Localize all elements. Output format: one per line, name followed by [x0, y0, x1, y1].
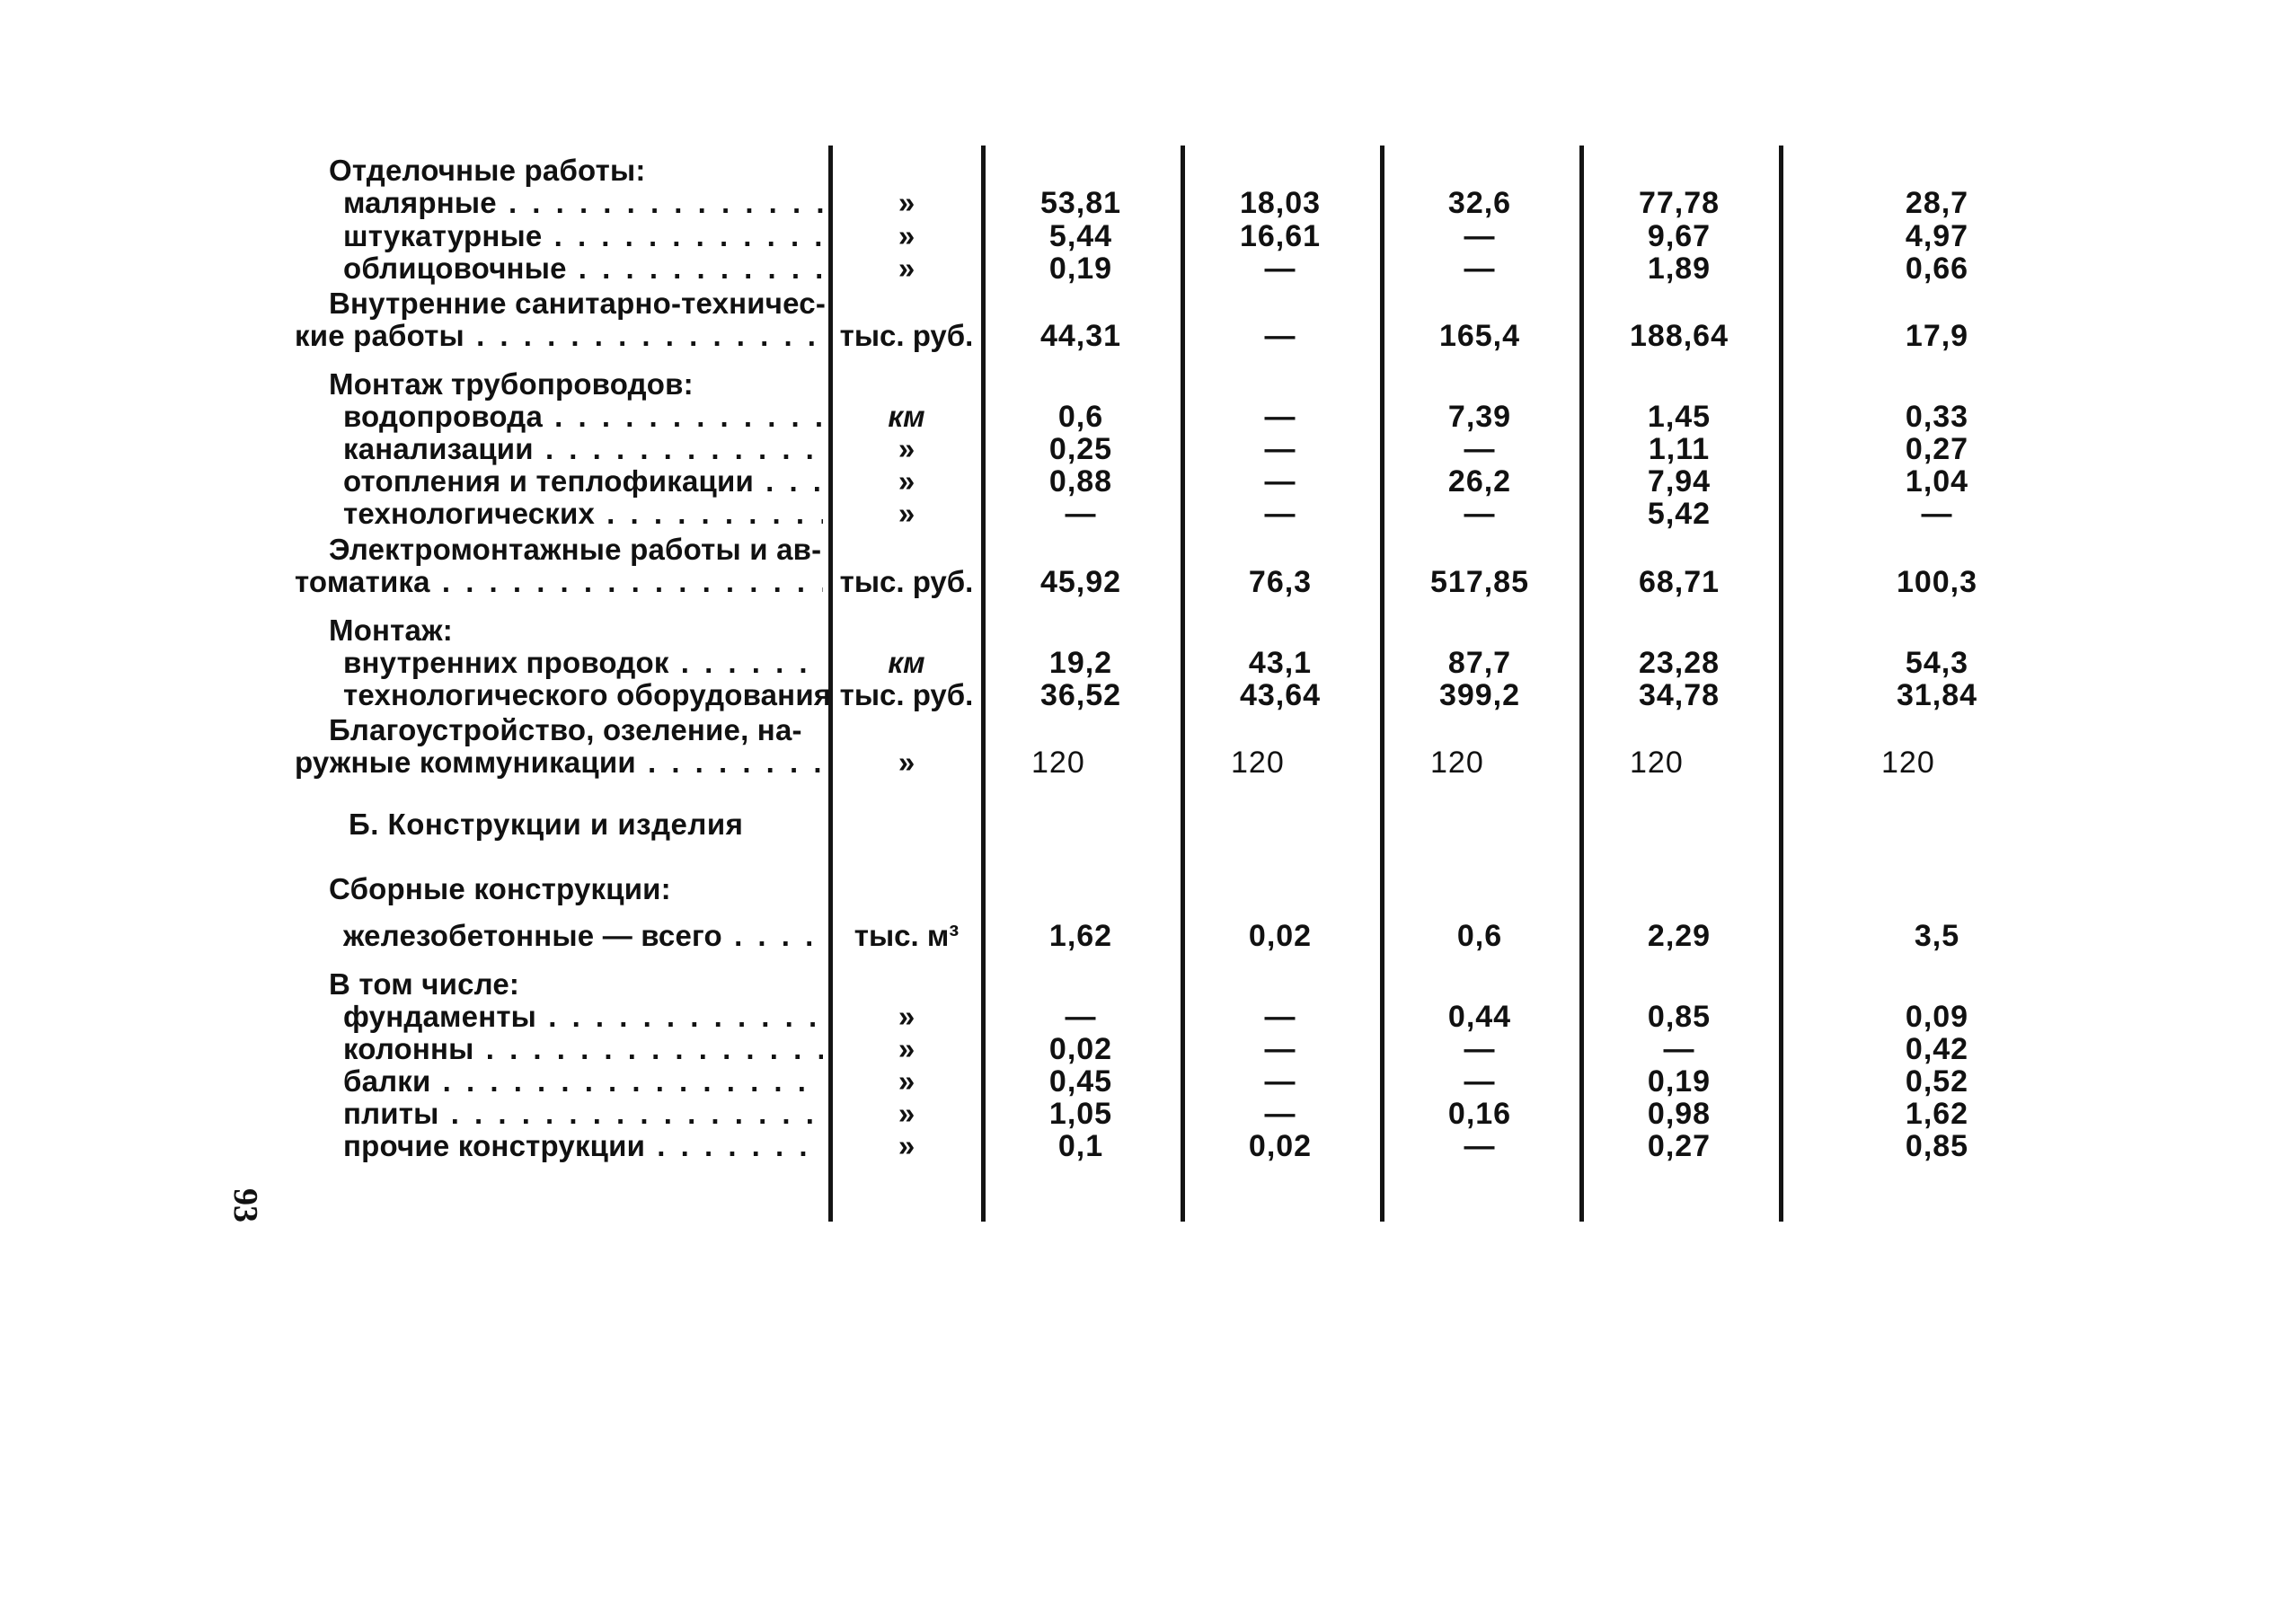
- value-cell: 68,71: [1638, 565, 1720, 599]
- value-cell: 0,19: [1647, 1064, 1712, 1099]
- value-cell: 0,98: [1647, 1097, 1712, 1131]
- table-row: [0, 154, 2291, 187]
- value-cell: 1,11: [1648, 432, 1711, 466]
- table-row: [0, 808, 2291, 841]
- value-cell: —: [1264, 400, 1296, 434]
- table-row: [0, 566, 2291, 598]
- unit-cell: »: [898, 1032, 916, 1065]
- value-cell: 3,5: [1914, 919, 1960, 953]
- value-cell: —: [1264, 1032, 1296, 1066]
- value-cell: 0,66: [1905, 252, 1969, 286]
- row-label: штукатурные . . .: [343, 220, 823, 252]
- value-cell: 120: [1881, 746, 1935, 780]
- table-row: [0, 614, 2291, 647]
- value-cell: 0,42: [1905, 1032, 1969, 1066]
- value-cell: 34,78: [1638, 678, 1720, 712]
- table-row: [0, 368, 2291, 401]
- value-cell: 1,05: [1048, 1097, 1113, 1131]
- row-label: кие работы . . .: [295, 320, 823, 352]
- value-cell: —: [1264, 497, 1296, 531]
- value-cell: 77,78: [1638, 186, 1720, 220]
- value-cell: —: [1464, 1064, 1496, 1099]
- table-row: [0, 746, 2291, 779]
- value-cell: —: [1464, 1032, 1496, 1066]
- table-row: [0, 920, 2291, 952]
- value-cell: 26,2: [1447, 464, 1512, 499]
- value-cell: 7,94: [1647, 464, 1712, 499]
- table-row: [0, 647, 2291, 679]
- table-row: [0, 1098, 2291, 1130]
- value-cell: 1,62: [1905, 1097, 1969, 1131]
- unit-cell: »: [898, 464, 916, 498]
- row-label: Сборные конструкции:: [329, 872, 671, 905]
- value-cell: 0,1: [1057, 1129, 1104, 1163]
- unit-cell: »: [898, 432, 916, 465]
- value-cell: —: [1264, 432, 1296, 466]
- row-label: внутренних проводок . . .: [343, 647, 823, 679]
- value-cell: 0,25: [1048, 432, 1113, 466]
- table-row: [0, 1001, 2291, 1033]
- value-cell: —: [1264, 464, 1296, 499]
- value-cell: 0,02: [1248, 919, 1313, 953]
- row-label: канализации . . .: [343, 433, 823, 465]
- value-cell: 399,2: [1438, 678, 1521, 712]
- value-cell: 0,85: [1905, 1129, 1969, 1163]
- row-label: Внутренние санитарно-техничес-: [329, 287, 827, 320]
- unit-cell: тыс. руб.: [839, 565, 974, 598]
- value-cell: 0,27: [1647, 1129, 1712, 1163]
- value-cell: 45,92: [1039, 565, 1122, 599]
- row-label: Отделочные работы:: [329, 154, 646, 187]
- value-cell: —: [1264, 1000, 1296, 1034]
- value-cell: 16,61: [1239, 219, 1322, 253]
- row-label: колонны . . .: [343, 1033, 823, 1065]
- value-cell: 2,29: [1647, 919, 1712, 953]
- unit-cell: »: [898, 186, 916, 219]
- unit-cell: »: [898, 252, 916, 285]
- value-cell: —: [1921, 497, 1953, 531]
- value-cell: 120: [1630, 746, 1684, 780]
- row-label: облицовочные . . .: [343, 252, 823, 285]
- value-cell: 28,7: [1905, 186, 1969, 220]
- row-label: Монтаж:: [329, 613, 453, 647]
- value-cell: 0,45: [1048, 1064, 1113, 1099]
- value-cell: —: [1663, 1032, 1695, 1066]
- value-cell: 5,42: [1647, 497, 1712, 531]
- table-row: [0, 1033, 2291, 1065]
- unit-cell: »: [898, 1129, 916, 1162]
- value-cell: 18,03: [1239, 186, 1322, 220]
- value-cell: —: [1264, 1097, 1296, 1131]
- table-row: [0, 320, 2291, 352]
- unit-cell: тыс. м³: [854, 919, 960, 952]
- unit-cell: »: [898, 219, 916, 252]
- value-cell: 0,88: [1048, 464, 1113, 499]
- value-cell: 53,81: [1039, 186, 1122, 220]
- value-cell: 43,64: [1239, 678, 1322, 712]
- value-cell: 120: [1031, 746, 1085, 780]
- value-cell: —: [1065, 1000, 1097, 1034]
- table-row: [0, 252, 2291, 285]
- unit-cell: »: [898, 746, 916, 779]
- row-label: томатика . . .: [295, 566, 823, 598]
- value-cell: 9,67: [1647, 219, 1712, 253]
- value-cell: 32,6: [1447, 186, 1512, 220]
- value-cell: 1,45: [1647, 400, 1712, 434]
- row-label: балки . . .: [343, 1065, 823, 1098]
- value-cell: —: [1464, 252, 1496, 286]
- value-cell: 0,02: [1248, 1129, 1313, 1163]
- table-row: [0, 433, 2291, 465]
- table-row: [0, 1130, 2291, 1162]
- table-row: [0, 873, 2291, 905]
- table-row: [0, 220, 2291, 252]
- table-row: [0, 714, 2291, 746]
- value-cell: 5,44: [1048, 219, 1113, 253]
- value-cell: 0,85: [1647, 1000, 1712, 1034]
- value-cell: 31,84: [1896, 678, 1978, 712]
- unit-cell: »: [898, 1064, 916, 1098]
- value-cell: 120: [1231, 746, 1285, 780]
- value-cell: 1,62: [1048, 919, 1113, 953]
- value-cell: 100,3: [1896, 565, 1978, 599]
- page-number: 93: [226, 1188, 264, 1222]
- row-label: водопровода . . .: [343, 401, 823, 433]
- row-label: железобетонные — всего . . .: [343, 920, 823, 952]
- value-cell: 23,28: [1638, 646, 1720, 680]
- row-label: плиты . . .: [343, 1098, 823, 1130]
- value-cell: 87,7: [1447, 646, 1512, 680]
- unit-cell: »: [898, 497, 916, 530]
- value-cell: 36,52: [1039, 678, 1122, 712]
- value-cell: 0,6: [1456, 919, 1503, 953]
- table-row: [0, 679, 2291, 711]
- row-label: Монтаж трубопроводов:: [329, 367, 694, 401]
- unit-cell: тыс. руб.: [839, 678, 974, 711]
- value-cell: 0,27: [1905, 432, 1969, 466]
- value-cell: 0,16: [1447, 1097, 1512, 1131]
- row-label: малярные . . .: [343, 187, 823, 219]
- row-label: прочие конструкции . . .: [343, 1130, 823, 1162]
- row-label: технологического оборудования: [343, 678, 832, 711]
- value-cell: 76,3: [1248, 565, 1313, 599]
- table-row: [0, 287, 2291, 320]
- value-cell: —: [1065, 497, 1097, 531]
- table-row: [0, 498, 2291, 530]
- row-label: технологических . . .: [343, 498, 823, 530]
- table-row: [0, 401, 2291, 433]
- row-label: ружные коммуникации . . .: [295, 746, 823, 779]
- table-row: [0, 187, 2291, 219]
- value-cell: 188,64: [1630, 319, 1729, 353]
- value-cell: 0,09: [1905, 1000, 1969, 1034]
- table-row: [0, 534, 2291, 566]
- unit-cell: »: [898, 1097, 916, 1130]
- value-cell: 17,9: [1905, 319, 1969, 353]
- unit-cell: тыс. руб.: [839, 319, 974, 352]
- value-cell: 4,97: [1905, 219, 1969, 253]
- value-cell: 7,39: [1447, 400, 1512, 434]
- value-cell: —: [1464, 1129, 1496, 1163]
- table-row: [0, 465, 2291, 498]
- table-row: [0, 968, 2291, 1001]
- value-cell: —: [1264, 319, 1296, 353]
- value-cell: —: [1464, 432, 1496, 466]
- value-cell: —: [1264, 252, 1296, 286]
- unit-cell: »: [898, 1000, 916, 1033]
- value-cell: —: [1464, 497, 1496, 531]
- value-cell: 0,02: [1048, 1032, 1113, 1066]
- value-cell: 0,44: [1447, 1000, 1512, 1034]
- value-cell: 1,89: [1647, 252, 1712, 286]
- table-row: [0, 1065, 2291, 1098]
- row-label: отопления и теплофикации . . .: [343, 465, 823, 498]
- value-cell: 165,4: [1438, 319, 1521, 353]
- row-label: Благоустройство, озеление, на-: [329, 713, 802, 746]
- value-cell: —: [1464, 219, 1496, 253]
- section-title: Б. Конструкции и изделия: [349, 808, 744, 841]
- value-cell: 0,19: [1048, 252, 1113, 286]
- value-cell: 1,04: [1905, 464, 1969, 499]
- value-cell: 120: [1430, 746, 1484, 780]
- value-cell: 44,31: [1039, 319, 1122, 353]
- unit-cell: км: [888, 400, 925, 433]
- value-cell: 0,52: [1905, 1064, 1969, 1099]
- value-cell: 0,6: [1057, 400, 1104, 434]
- value-cell: 0,33: [1905, 400, 1969, 434]
- value-cell: —: [1264, 1064, 1296, 1099]
- row-label: В том числе:: [329, 967, 520, 1001]
- value-cell: 19,2: [1048, 646, 1113, 680]
- unit-cell: км: [888, 646, 925, 679]
- value-cell: 43,1: [1248, 646, 1313, 680]
- row-label: Электромонтажные работы и ав-: [329, 533, 822, 566]
- value-cell: 517,85: [1430, 565, 1529, 599]
- row-label: фундаменты . . .: [343, 1001, 823, 1033]
- value-cell: 54,3: [1905, 646, 1969, 680]
